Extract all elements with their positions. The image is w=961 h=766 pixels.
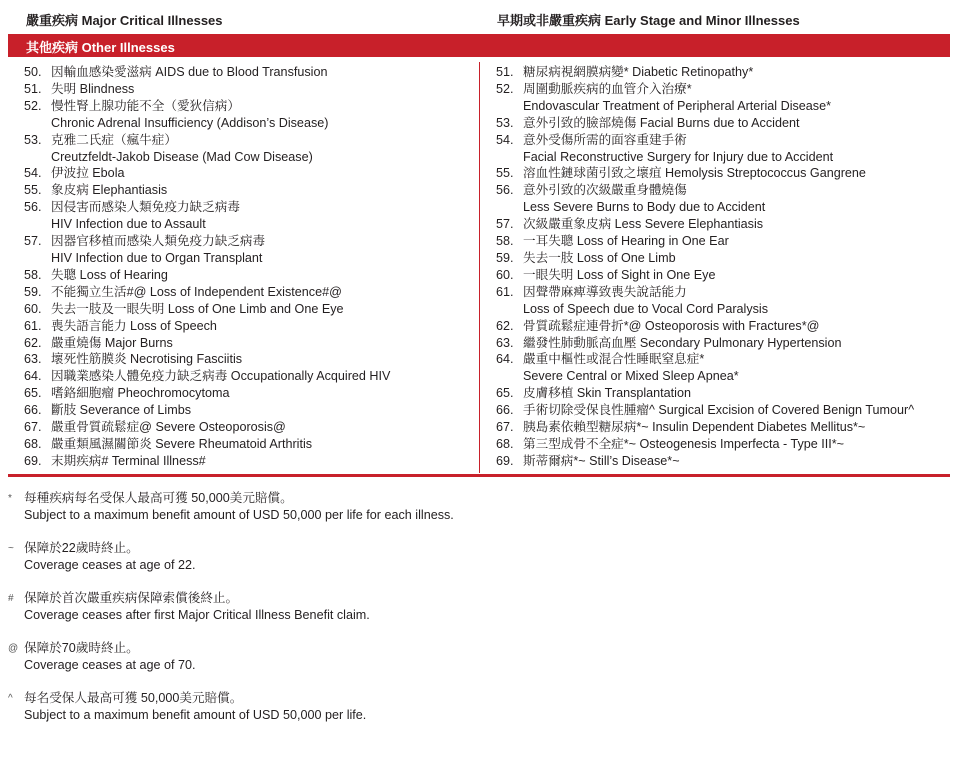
illness-text: 失去一肢及一眼失明 Loss of One Limb and One Eye [51, 301, 344, 316]
illness-text: 骨質疏鬆症連骨折*@ Osteoporosis with Fractures*@ [523, 318, 820, 333]
item-number: 59. [24, 284, 42, 299]
item-number: 66. [24, 403, 42, 418]
illness-text: 一耳失聰 Loss of Hearing in One Ear [523, 234, 729, 249]
illness-item [496, 250, 952, 267]
illness-text: 溶血性鏈球菌引致之壞疽 Hemolysis Streptococcus Gangrene [523, 166, 866, 181]
illness-text: 克雅二氏症（瘋牛症） [51, 132, 177, 147]
illness-item [24, 436, 474, 453]
illness-text: 因輸血感染愛滋病 AIDS due to Blood Transfusion [51, 65, 328, 79]
illness-text: 手術切除受保良性腫瘤^ Surgical Excision of Covered Benign Tumour^ [523, 403, 915, 418]
item-number: 59. [496, 250, 514, 265]
item-number: 55. [24, 183, 42, 198]
footnote-english: Coverage ceases at age of 70. [24, 658, 196, 672]
footnote-symbol: # [8, 593, 14, 604]
illness-text: 嚴重中樞性或混合性睡眠窒息症* [523, 352, 705, 367]
footnote-english: Subject to a maximum benefit amount of USD 50,000 per life. [24, 708, 367, 722]
footnotes [8, 490, 938, 740]
item-number: 53. [496, 115, 514, 130]
footnote-chinese: 每名受保人最高可獲 50,000美元賠償。 [24, 691, 243, 705]
illness-text: 壞死性筋膜炎 Necrotising Fasciitis [51, 352, 243, 367]
illness-text: 失明 Blindness [51, 81, 135, 96]
illness-text: 末期疾病# Terminal Illness# [51, 453, 206, 468]
illness-item [24, 318, 474, 335]
illness-text: Chronic Adrenal Insufficiency (Addison’s Disease) [51, 115, 329, 130]
illness-text: Severe Central or Mixed Sleep Apnea* [523, 369, 739, 384]
illness-item [496, 115, 952, 132]
footnote-english: Coverage ceases at age of 22. [24, 558, 196, 572]
item-number: 61. [496, 284, 514, 299]
item-number: 61. [24, 318, 42, 333]
footnote [8, 540, 938, 574]
illness-text: 因侵害而感染人類免疫力缺乏病毒 [51, 200, 240, 215]
major-illness-list [24, 64, 474, 470]
illness-text: 嚴重骨質疏鬆症@ Severe Osteoporosis@ [51, 420, 286, 435]
illness-item [496, 436, 952, 453]
footnote-english: Subject to a maximum benefit amount of USD 50,000 per life for each illness. [24, 508, 454, 522]
illness-text: 一眼失明 Loss of Sight in One Eye [523, 267, 716, 282]
item-number: 65. [24, 386, 42, 401]
item-number: 52. [24, 98, 42, 113]
illness-item [496, 233, 952, 250]
illness-item [24, 199, 474, 233]
footnote [8, 490, 938, 524]
illness-text: 次級嚴重象皮病 Less Severe Elephantiasis [523, 217, 764, 232]
footnote-english: Coverage ceases after first Major Critical Illness Benefit claim. [24, 608, 370, 622]
footnote [8, 690, 938, 724]
illness-text: 第三型成骨不全症*~ Osteogenesis Imperfecta - Type III*~ [523, 436, 845, 451]
illness-text: 周圍動脈疾病的血管介入治療* [523, 81, 692, 96]
item-number: 52. [496, 81, 514, 96]
item-number: 63. [24, 352, 42, 367]
minor-illness-header: 早期或非嚴重疾病 Early Stage and Minor Illnesses [497, 13, 800, 28]
illness-item [24, 165, 474, 182]
illness-item [496, 402, 952, 419]
illness-text: 不能獨立生活#@ Loss of Independent Existence#@ [51, 284, 342, 299]
item-number: 56. [496, 183, 514, 198]
item-number: 62. [24, 335, 42, 350]
section-band [8, 34, 950, 57]
illness-item [496, 81, 952, 115]
item-number: 60. [496, 267, 514, 282]
illness-text: Loss of Speech due to Vocal Cord Paralysis [523, 301, 769, 316]
footnote-chinese: 每種疾病每名受保人最高可獲 50,000美元賠償。 [24, 491, 293, 505]
illness-text: 意外引致的臉部燒傷 Facial Burns due to Accident [523, 115, 800, 130]
illness-item [24, 182, 474, 199]
illness-item [24, 301, 474, 318]
illness-item [496, 385, 952, 402]
item-number: 63. [496, 335, 514, 350]
illness-text: 因器官移植而感染人類免疫力缺乏病毒 [51, 234, 266, 249]
item-number: 58. [496, 234, 514, 249]
item-number: 56. [24, 200, 42, 215]
item-number: 67. [24, 420, 42, 435]
illness-item [24, 132, 474, 166]
major-illness-header: 嚴重疾病 Major Critical Illnesses [26, 13, 223, 28]
illness-item [24, 98, 474, 132]
illness-item [24, 64, 474, 81]
illness-item [24, 335, 474, 352]
footnote-symbol: ~ [8, 543, 14, 554]
illness-item [496, 267, 952, 284]
illness-text: 斯蒂爾病*~ Still’s Disease*~ [523, 453, 680, 468]
item-number: 51. [24, 81, 42, 96]
illness-item [496, 335, 952, 352]
item-number: 68. [24, 436, 42, 451]
item-number: 53. [24, 132, 42, 147]
illness-item [24, 453, 474, 470]
illness-text: 意外受傷所需的面容重建手術 [523, 132, 687, 147]
illness-text: 象皮病 Elephantiasis [51, 183, 168, 198]
item-number: 50. [24, 65, 42, 79]
illness-text: 嗜鉻細胞瘤 Pheochromocytoma [51, 386, 230, 401]
illness-text: Endovascular Treatment of Peripheral Arterial Disease* [523, 98, 831, 113]
illness-text: 因聲帶麻痺導致喪失說話能力 [523, 284, 687, 299]
item-number: 66. [496, 403, 514, 418]
item-number: 65. [496, 386, 514, 401]
illness-text: 胰島素依賴型糖尿病*~ Insulin Dependent Diabetes Mellitus*~ [523, 420, 866, 435]
item-number: 64. [496, 352, 514, 367]
footnote [8, 640, 938, 674]
illness-text: HIV Infection due to Organ Transplant [51, 250, 263, 265]
illness-item [496, 284, 952, 318]
illness-item [24, 284, 474, 301]
illness-item [24, 385, 474, 402]
item-number: 55. [496, 166, 514, 181]
illness-text: 伊波拉 Ebola [51, 166, 125, 181]
illness-text: 失聰 Loss of Hearing [51, 267, 168, 282]
item-number: 57. [24, 234, 42, 249]
item-number: 62. [496, 318, 514, 333]
illness-text: 喪失語言能力 Loss of Speech [51, 318, 217, 333]
illness-text: 失去一肢 Loss of One Limb [523, 250, 676, 265]
footnote [8, 590, 938, 624]
illness-text: 繼發性肺動脈高血壓 Secondary Pulmonary Hypertension [523, 335, 842, 350]
footnote-chinese: 保障於首次嚴重疾病保障索償後終止。 [24, 591, 239, 605]
illness-text: 嚴重燒傷 Major Burns [51, 335, 173, 350]
footnote-chinese: 保障於70歲時終止。 [24, 641, 139, 655]
item-number: 64. [24, 369, 42, 384]
illness-text: 慢性腎上腺功能不全（愛狄信病） [51, 98, 240, 113]
item-number: 67. [496, 420, 514, 435]
illness-item [496, 132, 952, 166]
illness-item [24, 402, 474, 419]
illness-text: 斷肢 Severance of Limbs [51, 403, 191, 418]
item-number: 68. [496, 436, 514, 451]
illness-item [496, 419, 952, 436]
illness-text: HIV Infection due to Assault [51, 217, 206, 232]
illness-item [24, 267, 474, 284]
illness-item [496, 318, 952, 335]
illness-item [24, 351, 474, 368]
illness-text: 糖尿病視網膜病變* Diabetic Retinopathy* [523, 65, 754, 79]
illness-item [24, 81, 474, 98]
illness-text: 嚴重類風濕關節炎 Severe Rheumatoid Arthritis [51, 436, 313, 451]
minor-illness-list [496, 64, 952, 470]
item-number: 57. [496, 217, 514, 232]
illness-item [24, 368, 474, 385]
table-bottom-rule [8, 474, 950, 477]
section-title: 其他疾病 Other Illnesses [26, 40, 175, 55]
column-divider [479, 62, 480, 473]
footnote-symbol: @ [8, 643, 19, 654]
item-number: 54. [496, 132, 514, 147]
illness-text: Facial Reconstructive Surgery for Injury due to Accident [523, 149, 834, 164]
footnote-symbol: ^ [8, 693, 13, 704]
illness-text: 皮膚移植 Skin Transplantation [523, 386, 691, 401]
illness-item [496, 453, 952, 470]
illness-text: 因職業感染人體免疫力缺乏病毒 Occupationally Acquired HIV [51, 369, 391, 384]
illness-text: Creutzfeldt-Jakob Disease (Mad Cow Disease) [51, 149, 313, 164]
illness-item [496, 216, 952, 233]
footnote-symbol: * [8, 493, 12, 504]
footnote-chinese: 保障於22歲時終止。 [24, 541, 139, 555]
item-number: 54. [24, 166, 42, 181]
illness-item [24, 419, 474, 436]
item-number: 69. [24, 453, 42, 468]
illness-item [24, 233, 474, 267]
illness-item [496, 64, 952, 81]
illness-text: 意外引致的次級嚴重身體燒傷 [523, 183, 687, 198]
illness-text: Less Severe Burns to Body due to Accident [523, 200, 766, 215]
illness-item [496, 351, 952, 385]
illness-item [496, 182, 952, 216]
item-number: 58. [24, 267, 42, 282]
item-number: 60. [24, 301, 42, 316]
item-number: 69. [496, 453, 514, 468]
illness-item [496, 165, 952, 182]
item-number: 51. [496, 65, 514, 79]
